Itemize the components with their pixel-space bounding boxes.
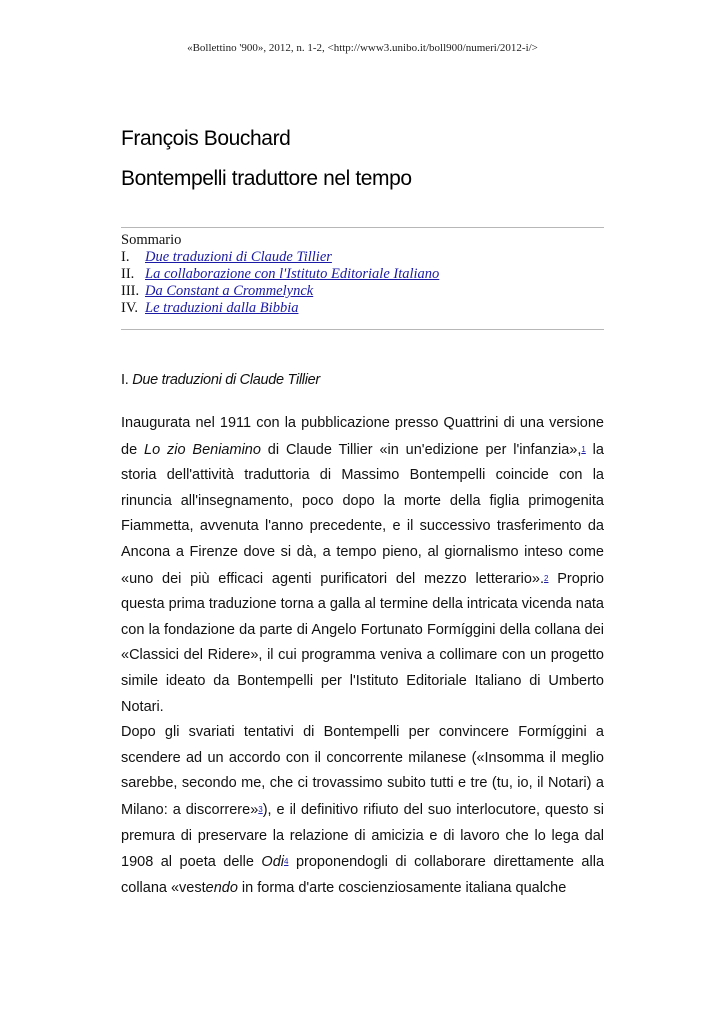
- article-title: Bontempelli traduttore nel tempo: [121, 167, 412, 190]
- text-run: ), e il definitivo rifiuto del suo interlocutore, questo si premura di preservare la relazione di amicizia e di lavoro che lo lega dal 1908 al poeta delle: [121, 801, 604, 871]
- text-run: di Claude Tillier «in un'edizione per l'infanzia»,: [260, 441, 582, 458]
- toc-link-constant[interactable]: Da Constant a Crommelynck: [145, 283, 314, 299]
- section-title: Due traduzioni di Claude Tillier: [132, 372, 320, 388]
- text-run: Proprio questa prima traduzione torna a galla al termine della intricata vicenda nata con la fondazione da parte di Angelo Fortunato Formíggini della collana dei «Classici del Ridere», il cui programma veniva a collimare con un progetto simile ideato da Bontempelli per l'Istituto Editoriale Italiano di Umberto Notari.: [121, 570, 604, 715]
- divider-bottom: [121, 329, 604, 330]
- toc-item-number: I.: [121, 249, 130, 265]
- text-run: Dopo gli svariati tentativi di Bontempelli per convincere Formíggini a scendere ad un accordo con il concorrente milanese («Insomma il meglio sarebbe, secondo me, che ci trovassimo subito tutti e tre (tu, io, il Notari) a Milano: a discorrere»: [121, 724, 604, 818]
- section-heading: [121, 372, 604, 388]
- toc-link-istituto[interactable]: La collaborazione con l'Istituto Editoriale Italiano: [145, 266, 440, 282]
- toc-link-bibbia[interactable]: Le traduzioni dalla Bibbia: [145, 300, 299, 316]
- toc-item: [121, 300, 604, 317]
- divider-top: [121, 227, 604, 228]
- toc-item: [121, 283, 604, 300]
- paragraph: [121, 411, 604, 720]
- text-run: in forma d'arte coscienziosamente italiana qualche: [237, 879, 567, 896]
- paragraph: [121, 720, 604, 901]
- toc-item-number: IV.: [121, 300, 139, 316]
- toc-link-tillier[interactable]: Due traduzioni di Claude Tillier: [145, 249, 332, 265]
- toc-label: Sommario: [121, 232, 182, 248]
- running-head: «Bollettino '900», 2012, n. 1-2, <http://www3.unibo.it/boll900/numeri/2012-i/>: [187, 42, 538, 54]
- toc-item-number: II.: [121, 266, 135, 282]
- body-text: [121, 411, 604, 901]
- italic-book-title: Lo zio Beniamino: [144, 441, 261, 458]
- italic-book-title: Odi: [261, 854, 284, 871]
- toc-item: [121, 249, 604, 266]
- footnote-link-1[interactable]: 1: [581, 444, 586, 454]
- footnote-link-4[interactable]: 4: [284, 857, 289, 867]
- table-of-contents: [121, 232, 604, 317]
- toc-item: [121, 266, 604, 283]
- italic-text: endo: [205, 879, 238, 896]
- text-run: proponendogli di collaborare direttamente alla collana «vest: [121, 854, 605, 896]
- article-author: François Bouchard: [121, 127, 291, 150]
- section-number: I.: [121, 372, 129, 388]
- footnote-link-3[interactable]: 3: [258, 804, 263, 814]
- text-run: la storia dell'attività traduttoria di Massimo Bontempelli coincide con la rinuncia all'insegnamento, poco dopo la morte della figlia primogenita Fiammetta, avvenuta l'anno precedente, e il successivo trasferimento da Ancona a Firenze dove si dà, a tempo pieno, al giornalismo inteso come «uno dei più efficaci agenti purificatori del mezzo letterario».: [121, 441, 604, 587]
- toc-item-number: III.: [121, 283, 140, 299]
- text-run: Inaugurata nel 1911 con la pubblicazione presso Quattrini di una versione de: [121, 415, 604, 458]
- footnote-link-2[interactable]: 2: [544, 573, 549, 583]
